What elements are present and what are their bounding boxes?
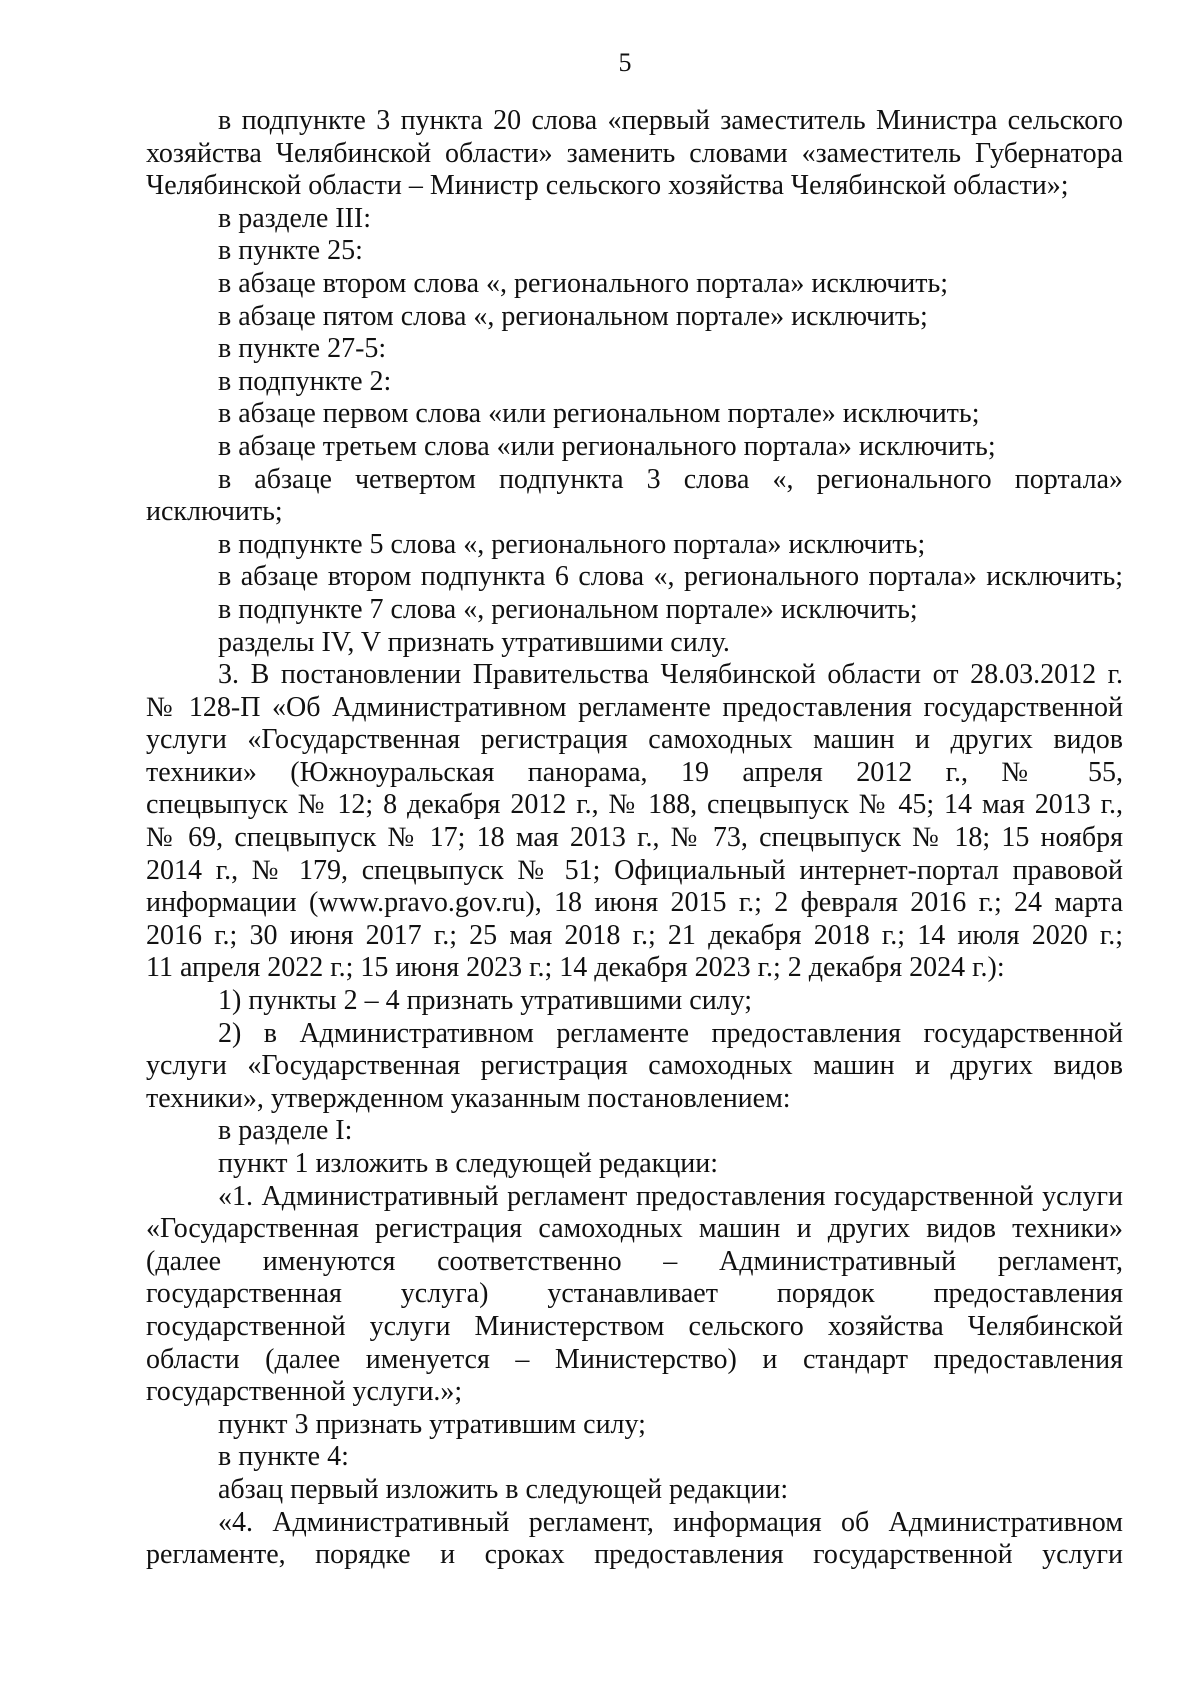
text-line: 11 апреля 2022 г.; 15 июня 2023 г.; 14 декабря 2023 г.; 2 декабря 2024 г.): bbox=[146, 952, 1005, 984]
text-line: в абзаце втором подпункта 6 слова «, регионального портала» исключить; bbox=[218, 561, 1123, 593]
text-line: «4. Административный регламент, информация об Административном bbox=[218, 1506, 1123, 1538]
text-line: пункт 1 изложить в следующей редакции: bbox=[218, 1148, 718, 1179]
text-line: в абзаце первом слова «или региональном портале» исключить; bbox=[218, 398, 980, 430]
text-line: 1) пункты 2 – 4 признать утратившими силу; bbox=[218, 985, 753, 1017]
text-line: государственной услуги Министерством сельского хозяйства Челябинской bbox=[146, 1310, 1123, 1342]
text-line: области (далее именуется – Министерство) и стандарт предоставления bbox=[146, 1343, 1123, 1375]
text-line: пункт 3 признать утратившим силу; bbox=[218, 1408, 646, 1440]
text-line: услуги «Государственная регистрация самоходных машин и других видов bbox=[146, 1050, 1123, 1082]
text-line: хозяйства Челябинской области» заменить словами «заместитель Губернатора bbox=[146, 137, 1123, 169]
text-line: в пункте 4: bbox=[218, 1441, 349, 1473]
text-line: «1. Административный регламент предоставления государственной услуги bbox=[218, 1180, 1123, 1212]
text-line: 2014 г., № 179, спецвыпуск № 51; Официальный интернет-портал правовой bbox=[146, 854, 1123, 886]
text-line: 3. В постановлении Правительства Челябинской области от 28.03.2012 г. bbox=[218, 659, 1123, 691]
text-line: информации (www.pravo.gov.ru), 18 июня 2015 г.; 2 февраля 2016 г.; 24 марта bbox=[146, 887, 1123, 919]
text-line: услуги «Государственная регистрация самоходных машин и других видов bbox=[146, 724, 1123, 756]
text-line: техники» (Южноуральская панорама, 19 апреля 2012 г., № 55, bbox=[146, 756, 1123, 788]
text-line: в подпункте 2: bbox=[218, 365, 392, 397]
text-line: в абзаце третьем слова «или регионального портала» исключить; bbox=[218, 430, 996, 462]
document-body bbox=[146, 105, 1123, 1572]
text-line: абзац первый изложить в следующей редакции: bbox=[218, 1473, 789, 1505]
text-line: разделы IV, V признать утратившими силу. bbox=[218, 626, 730, 658]
text-line: в пункте 27-5: bbox=[218, 333, 387, 365]
text-line: государственной услуги.»; bbox=[146, 1376, 463, 1408]
text-line: в разделе III: bbox=[218, 202, 372, 234]
text-line: 2016 г.; 30 июня 2017 г.; 25 мая 2018 г.; 21 декабря 2018 г.; 14 июля 2020 г.; bbox=[146, 919, 1123, 951]
text-line: в подпункте 3 пункта 20 слова «первый заместитель Министра сельского bbox=[218, 105, 1123, 136]
text-line: (далее именуются соответственно – Административный регламент, bbox=[146, 1245, 1123, 1277]
text-line: регламенте, порядке и сроках предоставления государственной услуги bbox=[146, 1539, 1123, 1571]
text-line: 2) в Административном регламенте предоставления государственной bbox=[218, 1017, 1123, 1049]
text-line: в подпункте 5 слова «, регионального портала» исключить; bbox=[218, 528, 926, 560]
text-line: Челябинской области – Министр сельского хозяйства Челябинской области»; bbox=[146, 170, 1069, 202]
text-line: № 128-П «Об Административном регламенте предоставления государственной bbox=[146, 691, 1123, 723]
text-line: техники», утвержденном указанным постановлением: bbox=[146, 1082, 791, 1114]
text-line: исключить; bbox=[146, 496, 283, 528]
text-line: государственная услуга) устанавливает порядок предоставления bbox=[146, 1278, 1123, 1310]
page-number: 5 bbox=[618, 48, 632, 77]
text-line: в абзаце пятом слова «, региональном портале» исключить; bbox=[218, 300, 928, 332]
text-line: № 69, спецвыпуск № 17; 18 мая 2013 г., № 73, спецвыпуск № 18; 15 ноября bbox=[146, 822, 1123, 854]
text-line: в подпункте 7 слова «, региональном портале» исключить; bbox=[218, 593, 918, 625]
text-line: в разделе I: bbox=[218, 1115, 353, 1147]
text-line: в абзаце четвертом подпункта 3 слова «, регионального портала» bbox=[218, 463, 1123, 495]
text-line: в абзаце втором слова «, регионального портала» исключить; bbox=[218, 267, 949, 299]
text-line: в пункте 25: bbox=[218, 235, 363, 267]
text-line: спецвыпуск № 12; 8 декабря 2012 г., № 188, спецвыпуск № 45; 14 мая 2013 г., bbox=[146, 789, 1123, 821]
text-line: «Государственная регистрация самоходных машин и других видов техники» bbox=[146, 1213, 1123, 1245]
